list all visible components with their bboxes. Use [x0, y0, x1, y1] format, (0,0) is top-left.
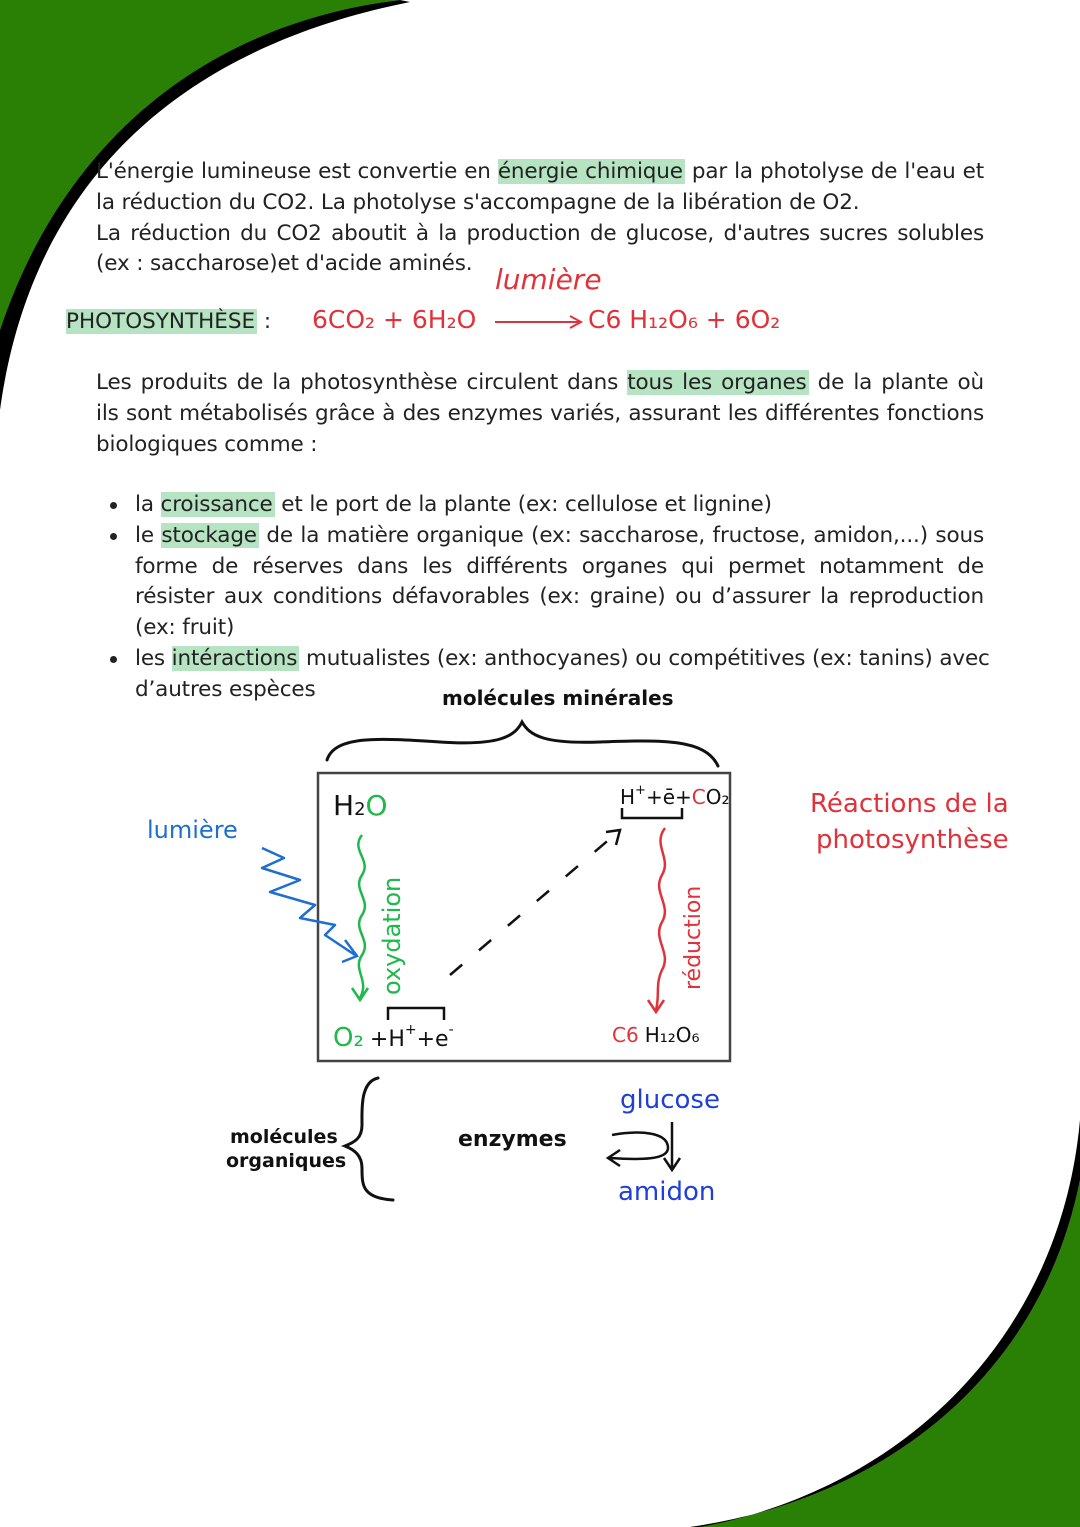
list-text: et le port de la plante (ex: cellulose et lignine) — [274, 492, 772, 517]
intro-paragraph — [96, 157, 984, 280]
list-item-line: d’autres espèces — [135, 676, 316, 702]
bullet-icon — [110, 533, 117, 540]
list-item-interactions — [110, 644, 990, 706]
mineral-molecules-label: molécules minérales — [442, 686, 674, 710]
highlight-croissance: croissance — [160, 492, 273, 517]
list-item-line: forme de réserves dans les différents organes qui permet notamment de — [135, 553, 984, 579]
diagram-side-title-line-1: Réactions de la — [810, 789, 1009, 819]
intro-text: par la photolyse de l'eau et — [684, 159, 984, 184]
list-text: les — [135, 645, 172, 671]
photosynthesis-heading: PHOTOSYNTHÈSE — [66, 309, 256, 334]
intro-line-4: (ex : saccharose)et d'acide aminés. — [96, 251, 473, 277]
amidon-label: amidon — [618, 1177, 716, 1207]
equation-products: C6 H₁₂O₆ + 6O₂ — [588, 305, 781, 334]
highlight-stockage: stockage — [161, 522, 257, 548]
list-item-line: (ex: fruit) — [135, 615, 235, 641]
enzymes-label: enzymes — [458, 1127, 567, 1152]
products-paragraph — [96, 368, 984, 460]
bullet-icon — [110, 502, 117, 509]
intro-line-3: La réduction du CO2 aboutit à la production de glucose, d'autres sucres solubles — [96, 220, 984, 246]
reduction-reactants: H++ē+CO₂ — [620, 783, 730, 809]
intro-text: L'énergie lumineuse est convertie en — [96, 159, 498, 184]
glucose-formula: C6 H₁₂O₆ — [612, 1023, 700, 1047]
list-item-line: résister aux conditions défavorables (ex: graine) ou d’assurer la reproduction — [135, 584, 984, 610]
light-label: lumière — [147, 816, 238, 844]
products-line-2: ils sont métabolisés grâce à des enzymes variés, assurant les différentes fonctions — [96, 400, 984, 426]
photosynthesis-title-row — [66, 306, 271, 338]
highlight-energie-chimique: énergie chimique — [497, 159, 683, 184]
bullet-icon — [110, 656, 117, 663]
list-item-line — [135, 644, 990, 675]
oxygen-products: $O_2 +H^+_{+e}^-$ — [333, 1022, 454, 1053]
list-text: de la matière organique (ex: saccharose, fructose, amidon,...) sous — [258, 522, 984, 548]
list-text: la — [135, 492, 161, 517]
list-text: mutualistes (ex: anthocyanes) ou compétitives (ex: tanins) avec — [299, 645, 990, 671]
equation-condition-label: lumière — [495, 263, 602, 296]
highlight-interactions: intéractions — [171, 645, 298, 671]
equation-reactants: 6CO₂ + 6H₂O — [312, 305, 477, 334]
intro-line-1 — [96, 157, 984, 188]
diagram-side-title-line-2: photosynthèse — [816, 825, 1009, 855]
list-item-line — [135, 521, 984, 552]
intro-line-2: la réduction du CO2. La photolyse s'accompagne de la libération de O2. — [96, 189, 860, 215]
list-item-stockage — [110, 521, 984, 644]
organic-molecules-label-line-1: molécules — [230, 1126, 338, 1148]
products-line-3: biologiques comme : — [96, 431, 318, 457]
list-text: le — [135, 522, 162, 548]
functions-list — [110, 490, 990, 706]
products-text: de la plante où — [808, 370, 984, 395]
glucose-label: glucose — [620, 1085, 720, 1115]
list-item-croissance — [110, 490, 984, 521]
reduction-label: réduction — [681, 885, 706, 990]
organic-molecules-label-line-2: organiques — [226, 1150, 347, 1172]
highlight-tous-les-organes: tous les organes — [627, 370, 807, 395]
products-text: Les produits de la photosynthèse circulent dans — [96, 370, 628, 395]
water-formula: H2O — [333, 789, 388, 822]
oxidation-label: oxydation — [378, 876, 406, 995]
heading-colon: : — [257, 309, 272, 334]
list-item-line — [135, 490, 984, 521]
products-line-1 — [96, 368, 984, 399]
